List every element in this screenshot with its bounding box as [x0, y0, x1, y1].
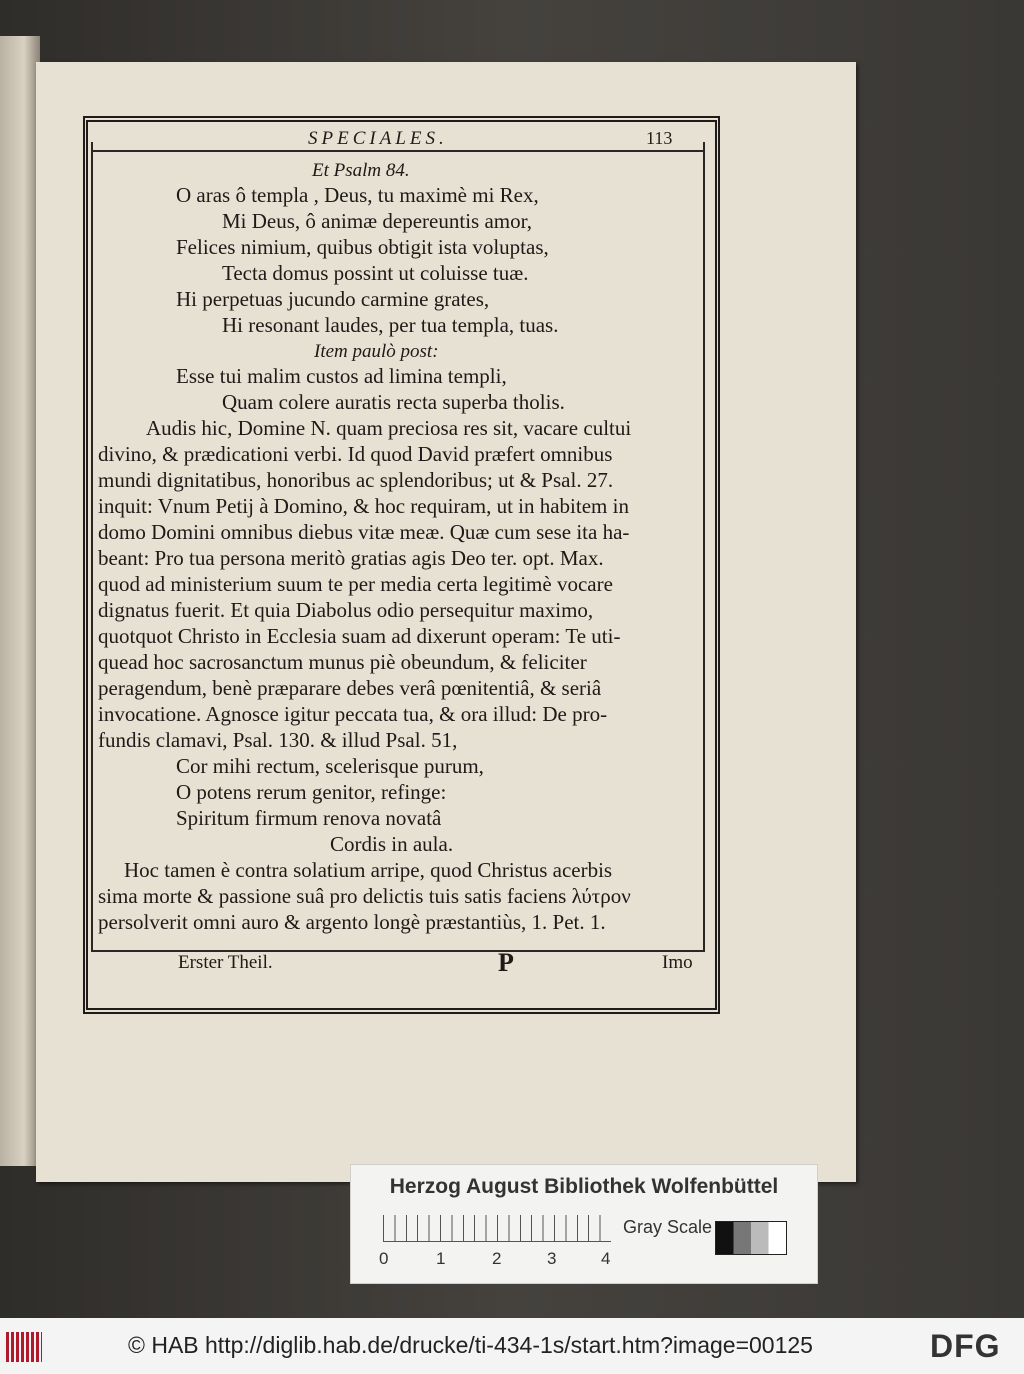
- text-line: Hi perpetuas jucundo carmine grates,: [176, 287, 490, 311]
- text-line: quotquot Christo in Ecclesia suam ad dixerunt operam: Te uti-: [98, 624, 621, 648]
- book-page: [36, 62, 856, 1182]
- text-line: Item paulò post:: [314, 341, 439, 362]
- text-line: peragendum, benè præparare debes verâ pœnitentiâ, & seriâ: [98, 676, 602, 700]
- page-number: 113: [646, 128, 673, 148]
- text-line: Hoc tamen è contra solatium arripe, quod Christus acerbis: [124, 858, 613, 882]
- text-line: O potens rerum genitor, refinge:: [176, 780, 447, 804]
- ruler-number: 1: [436, 1249, 446, 1268]
- signature-mark: P: [498, 948, 514, 977]
- gray-scale-label: Gray Scale: [623, 1217, 713, 1237]
- text-line: O aras ô templa , Deus, tu maximè mi Rex,: [176, 183, 539, 207]
- text-line: Audis hic, Domine N. quam preciosa res sit, vacare cultui: [146, 416, 632, 440]
- ruler-number: 2: [492, 1249, 502, 1268]
- text-line: divino, & prædicationi verbi. Id quod David præfert omnibus: [98, 442, 613, 466]
- text-line: sima morte & passione suâ pro delictis tuis satis faciens λύτρον: [98, 884, 631, 908]
- ruler-number: 4: [601, 1249, 611, 1268]
- text-line: Quam colere auratis recta superba tholis.: [222, 390, 565, 414]
- viewer-footer: [0, 1318, 1024, 1374]
- text-line: inquit: Vnum Petij à Domino, & hoc requiram, ut in habitem in: [98, 494, 629, 518]
- text-line: invocatione. Agnosce igitur peccata tua, & ora illud: De pro-: [98, 702, 608, 726]
- text-line: Cor mihi rectum, scelerisque purum,: [176, 754, 484, 778]
- header-rule: [91, 150, 703, 152]
- footer-part-label: Erster Theil.: [178, 952, 273, 973]
- text-line: Hi resonant laudes, per tua templa, tuas.: [222, 313, 559, 337]
- text-line: Mi Deus, ô animæ depereuntis amor,: [222, 209, 533, 233]
- color-target-card: [350, 1164, 818, 1284]
- text-line: persolverit omni auro & argento longè præstantiùs, 1. Pet. 1.: [98, 910, 606, 934]
- source-link[interactable]: © HAB http://diglib.hab.de/drucke/ti-434-1s/start.htm?image=00125: [128, 1332, 813, 1358]
- scale-ruler: [383, 1215, 611, 1242]
- gray-scale-swatch: [715, 1221, 787, 1255]
- text-line: quod ad ministerium suum te per media certa legitimè vocare: [98, 572, 613, 596]
- catchword: Imo: [662, 952, 693, 973]
- text-line: Et Psalm 84.: [312, 160, 410, 181]
- text-line: domo Domini omnibus diebus vitæ meæ. Quæ cum sese ita ha-: [98, 520, 630, 544]
- text-line: Cordis in aula.: [330, 832, 454, 856]
- ruler-number: 3: [547, 1249, 557, 1268]
- text-line: Spiritum firmum renova novatâ: [176, 806, 442, 830]
- text-line: Esse tui malim custos ad limina templi,: [176, 364, 507, 388]
- text-line: quead hoc sacrosanctum munus piè obeundum, & feliciter: [98, 650, 587, 674]
- text-line: Felices nimium, quibus obtigit ista voluptas,: [176, 235, 549, 259]
- text-line: fundis clamavi, Psal. 130. & illud Psal. 51,: [98, 728, 458, 752]
- hab-logo-icon: [6, 1332, 42, 1362]
- ruler-number: 0: [379, 1249, 389, 1268]
- text-line: beant: Pro tua persona meritò gratias agis Deo ter. opt. Max.: [98, 546, 604, 570]
- library-name: Herzog August Bibliothek Wolfenbüttel: [389, 1175, 779, 1198]
- previous-page-edge: [0, 36, 40, 1166]
- text-line: mundi dignitatibus, honoribus ac splendoribus; ut & Psal. 27.: [98, 468, 614, 492]
- running-head: SPECIALES.: [308, 128, 448, 149]
- text-line: dignatus fuerit. Et quia Diabolus odio persequitur maximo,: [98, 598, 594, 622]
- text-line: Tecta domus possint ut coluisse tuæ.: [222, 261, 529, 285]
- dfg-logo: DFG: [930, 1328, 1001, 1364]
